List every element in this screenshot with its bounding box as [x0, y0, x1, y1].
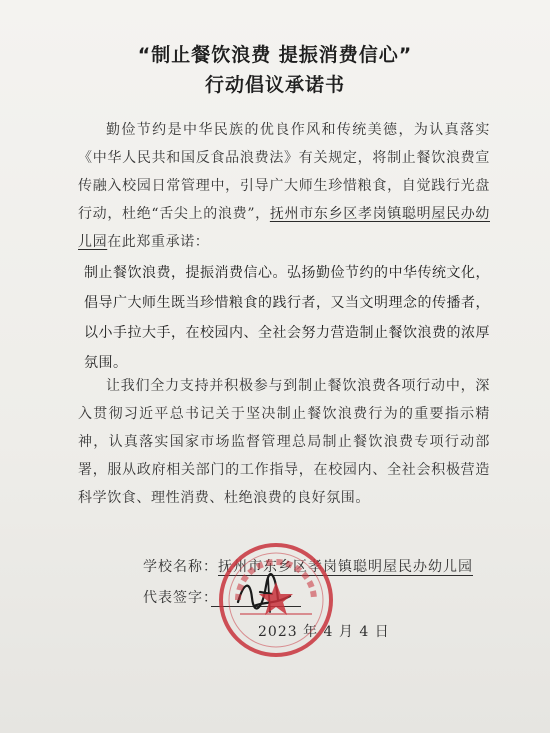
paragraph-action: 让我们全力支持并积极参与到制止餐饮浪费各项行动中，深入贯彻习近平总书记关于坚决制止餐饮浪费行为的重要指示精神，认真落实国家市场监督管理总局制止餐饮浪费专项行动部署，服从政府相关部门的工作指导，在校园内、全社会积极营造科学饮食、理性消费、杜绝浪费的良好氛围。: [78, 378, 490, 506]
representative-label: 代表签字：: [143, 590, 211, 606]
paragraph-intro-end: 在此郑重承诺：: [107, 234, 210, 250]
paragraph-pledge: 制止餐饮浪费，提振消费信心。弘扬勤俭节约的中华传统文化，倡导广大师生既当珍惜粮食的践行者，又当文明理念的传播者，以小手拉大手，在校园内、全社会努力营造制止餐饮浪费的浓厚氛围。: [84, 265, 490, 371]
document-title-line1: “制止餐饮浪费 提振消费信心”: [137, 44, 413, 66]
school-name-label: 学校名称：: [143, 559, 218, 575]
red-seal-stamp-icon: [216, 540, 336, 660]
document-title-line2: 行动倡议承诺书: [204, 74, 345, 96]
school-name-value: 抚州市东乡区孝岗镇聪明屋民办幼儿园: [218, 559, 473, 575]
document-date: 2023 年 4 月 4 日: [258, 624, 390, 640]
paragraph-intro: [78, 116, 490, 256]
paragraph-intro-text: 勤俭节约是中华民族的优良作风和传统美德，为认真落实《中华人民共和国反食品浪费法》有关规定，将制止餐饮浪费宣传融入校园日常管理中，引导广大师生珍惜粮食，自觉践行光盘行动，杜绝“舌尖上的浪费”，: [78, 122, 490, 222]
school-name-inline: 抚州市东乡区孝岗镇聪明屋民办幼儿园: [78, 206, 490, 250]
